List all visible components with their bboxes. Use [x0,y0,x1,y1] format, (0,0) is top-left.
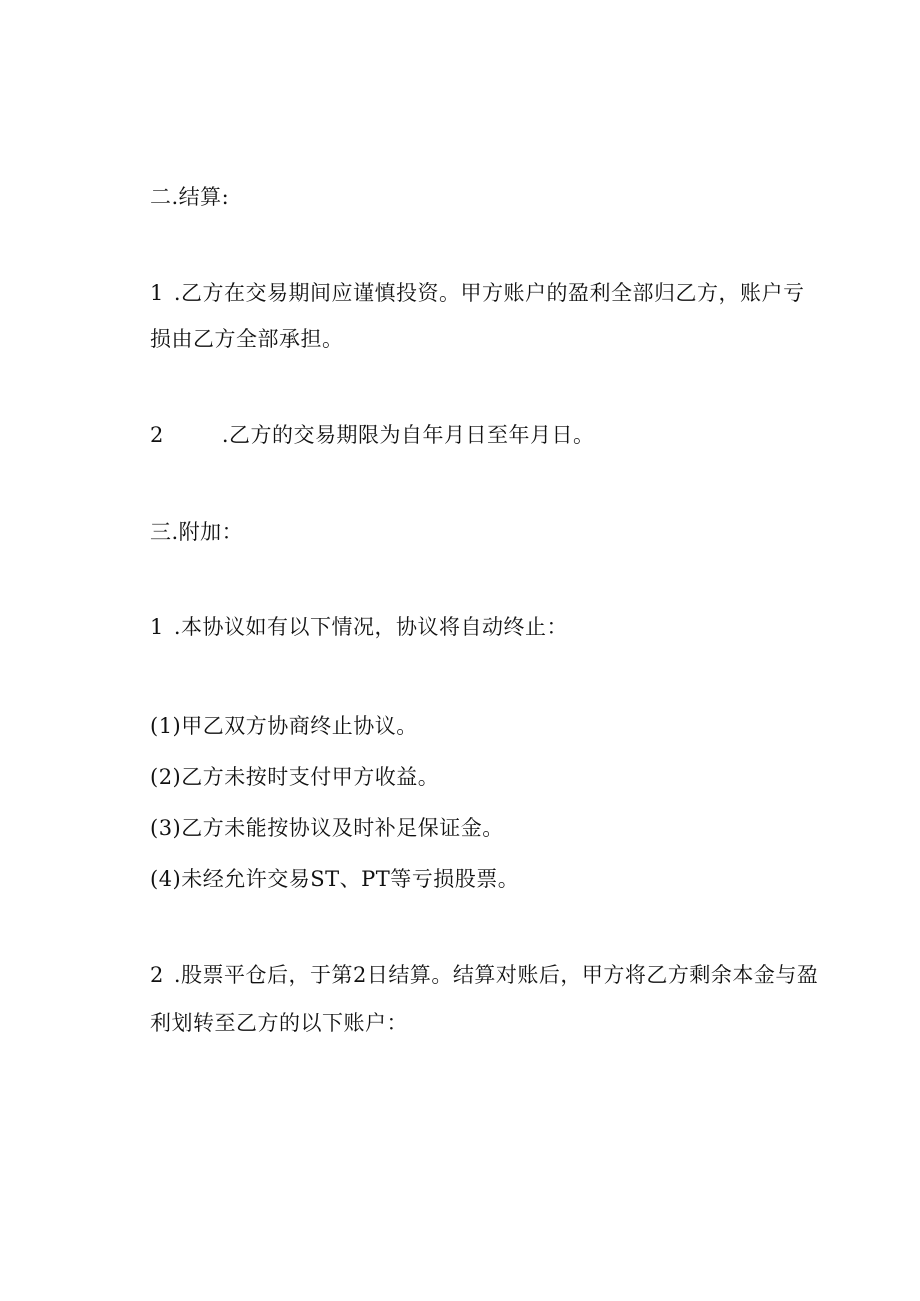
clause-number: 1 [150,615,164,639]
sub-item-text: (1)甲乙双方协商终止协议。 [150,714,418,738]
clause-text: .本协议如有以下情况，协议将自动终止： [173,615,569,639]
clause-text: .股票平仓后，于第2日结算。结算对账后，甲方将乙方剩余本金与盈 [173,963,819,987]
sub-item-text: (2)乙方未按时支付甲方收益。 [150,765,440,789]
sub-item-text: (4)未经允许交易ST、PT等亏损股票。 [150,867,520,891]
section-heading-settlement [150,183,229,211]
clause-settlement-1-line-1 [150,279,805,307]
sub-item-2 [150,763,439,791]
sub-item-text: (3)乙方未能按协议及时补足保证金。 [150,816,504,840]
clause-addendum-1 [150,613,568,641]
clause-settlement-1-line-2 [150,325,344,353]
clause-text: .乙方的交易期限为自年月日至年月日。 [221,423,595,447]
section-heading-text: 三.附加： [150,520,244,544]
clause-settlement-2 [150,421,595,449]
clause-number: 2 [150,423,164,447]
clause-addendum-2-line-2 [150,1009,408,1037]
sub-item-1 [150,712,418,740]
section-heading-text: 二.结算: [150,185,230,209]
clause-number: 2 [150,963,164,987]
clause-number: 1 [150,281,164,305]
clause-addendum-2-line-1 [150,961,818,989]
sub-item-3 [150,814,504,842]
section-heading-addendum [150,518,243,546]
clause-text: 损由乙方全部承担。 [150,327,344,351]
clause-text: .乙方在交易期间应谨慎投资。甲方账户的盈利全部归乙方，账户亏 [173,281,805,305]
sub-item-4 [150,865,519,893]
clause-text: 利划转至乙方的以下账户： [150,1011,408,1035]
